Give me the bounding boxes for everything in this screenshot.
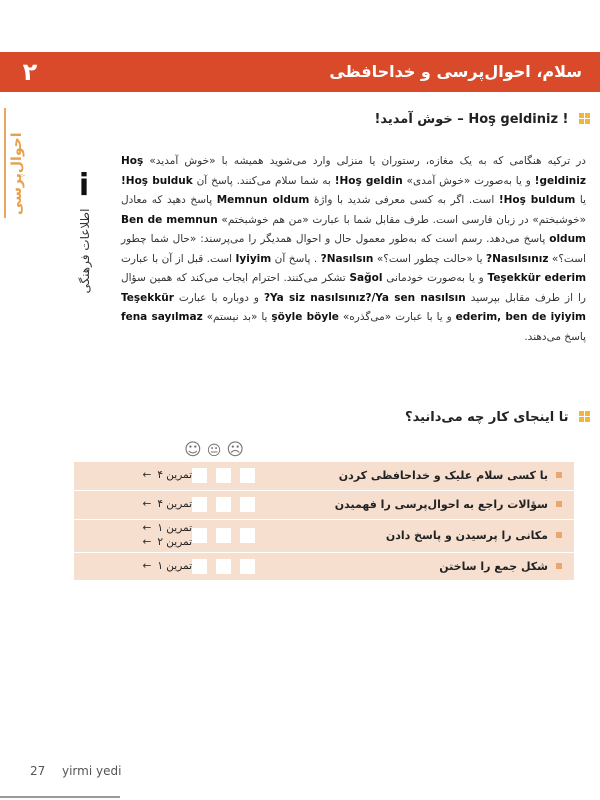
- orange-squares-icon: [579, 411, 590, 422]
- table-row: [74, 491, 574, 520]
- section-title-welcome: [374, 112, 590, 127]
- page-number: 27: [30, 764, 46, 778]
- rating-checkbox-neutral[interactable]: [216, 468, 231, 483]
- row-text: [439, 553, 562, 581]
- exercise-ref-label: تمرین ۱: [157, 522, 192, 534]
- bullet-square-icon: [556, 472, 562, 478]
- turkish-phrase: şöyle böyle: [271, 311, 339, 323]
- turkish-phrase: Iyiyim: [235, 252, 272, 265]
- rating-checkbox-neutral[interactable]: [216, 497, 231, 512]
- page-number-word: yirmi yedi: [62, 764, 122, 778]
- paragraph-text: به شما سلام می‌کنند. پاسخ آن: [192, 174, 331, 187]
- paragraph-text: پاسخ می‌دهند.: [524, 330, 586, 343]
- happy-face-icon: ☺: [184, 440, 207, 460]
- rating-checkbox-sad[interactable]: [240, 528, 255, 543]
- rating-boxes: [192, 497, 272, 513]
- paragraph-text: یا: [575, 194, 587, 206]
- turkish-phrase: fena sayılmaz: [121, 311, 203, 323]
- section-title-self-check: [405, 410, 590, 425]
- table-row: [74, 520, 574, 553]
- row-text: [335, 491, 562, 519]
- cultural-info-label: اطلاعات فرهنگی: [78, 208, 92, 294]
- turkish-phrase: Teşekkür ederim: [487, 272, 587, 284]
- turkish-phrase: Ben de memnun oldum: [121, 213, 586, 245]
- exercise-ref-label: تمرین ۱: [157, 560, 192, 572]
- paragraph-text: . پاسخ آن: [271, 252, 318, 265]
- row-label: شکل جمع را ساختن: [439, 560, 548, 573]
- chapter-header: [0, 52, 600, 92]
- turkish-phrase: Hoş geldiniz!: [121, 155, 586, 187]
- turkish-phrase: Teşekkür ederim, ben de iyiyim: [121, 291, 586, 323]
- sad-face-icon: ☹: [226, 440, 250, 460]
- bullet-square-icon: [556, 563, 562, 569]
- neutral-face-icon: 😐: [206, 443, 227, 459]
- orange-squares-icon: [579, 113, 590, 124]
- row-label: سؤالات راجع به احوال‌پرسی را فهمیدن: [334, 498, 548, 511]
- paragraph-text: پاسخ می‌دهد. رسم است که به‌طور معمول حال و احوال همدیگر را می‌پرسند: «حال شما چطور است؟»: [121, 233, 586, 265]
- table-row: [74, 462, 574, 491]
- footer-divider: [0, 796, 120, 798]
- paragraph-text: و یا به‌صورت خودمانی: [382, 272, 484, 284]
- rating-checkbox-happy[interactable]: [192, 528, 207, 543]
- self-assessment-faces: [184, 440, 264, 460]
- bullet-square-icon: [556, 501, 562, 507]
- turkish-phrase: Hoş bulduk!: [121, 174, 193, 187]
- rating-checkbox-sad[interactable]: [240, 497, 255, 512]
- arrow-left-icon: ←: [142, 522, 152, 534]
- paragraph-text: یا «حالت چطور است؟»: [373, 252, 483, 265]
- exercise-ref: [82, 522, 192, 535]
- row-label: با کسی سلام علیک و خداحافظی کردن: [338, 469, 548, 482]
- rating-checkbox-happy[interactable]: [192, 497, 207, 512]
- cultural-info-box: [68, 168, 100, 308]
- rating-checkbox-happy[interactable]: [192, 468, 207, 483]
- paragraph-text: و یا با عبارت «می‌گذره»: [338, 311, 452, 323]
- rating-checkbox-sad[interactable]: [240, 468, 255, 483]
- turkish-phrase: Nasılsın?: [320, 252, 374, 265]
- turkish-phrase: Ya siz nasılsınız?/Ya sen nasılsın?: [263, 291, 466, 304]
- exercise-ref-label: تمرین ۴: [157, 469, 192, 481]
- row-label: مکانی را پرسیدن و پاسخ دادن: [385, 529, 548, 542]
- turkish-phrase: Memnun oldum: [216, 194, 310, 206]
- row-text: [339, 462, 562, 490]
- side-decorative-art: [4, 108, 34, 218]
- rating-boxes: [192, 559, 272, 575]
- paragraph-text: تشکر می‌کنند. احترام ایجاب می‌کند که همین سؤال را از طرف مقابل بپرسید: [121, 272, 586, 304]
- turkish-phrase: Sağol: [349, 272, 383, 284]
- paragraph-text: و یا به‌صورت «خوش آمدی»: [402, 174, 531, 187]
- table-row: [74, 553, 574, 581]
- side-art-text: احوال‌پرسی: [9, 132, 25, 215]
- chapter-title: سلام، احوال‌پرسی و خداحافظی: [329, 62, 582, 81]
- turkish-phrase: Hoş buldum!: [498, 194, 576, 206]
- rating-checkbox-sad[interactable]: [240, 559, 255, 574]
- arrow-left-icon: ←: [142, 498, 152, 510]
- section-title-persian: – خوش آمدید!: [374, 112, 464, 127]
- rating-checkbox-neutral[interactable]: [216, 528, 231, 543]
- info-icon: i: [78, 168, 90, 203]
- row-text: [386, 520, 562, 552]
- rating-boxes: [192, 468, 272, 484]
- exercise-ref-label: تمرین ۲: [157, 536, 192, 548]
- arrow-left-icon: ←: [142, 560, 152, 572]
- paragraph-text: یا «بد نیستم»: [202, 311, 268, 323]
- rating-boxes: [192, 528, 272, 544]
- turkish-phrase: Hoş geldin!: [334, 174, 403, 187]
- chapter-number: ۲: [22, 58, 38, 86]
- welcome-paragraph: [121, 152, 586, 347]
- arrow-left-icon: ←: [142, 536, 152, 548]
- paragraph-text: پاسخ دهید که معادل «خوشبختم» در زبان فارسی است. طرف مقابل شما با عبارت «من هم خوشبختم»: [121, 194, 586, 226]
- exercise-ref: [82, 498, 192, 511]
- exercise-ref: [82, 560, 192, 573]
- section2-title: تا اینجای کار چه می‌دانید؟: [405, 410, 569, 425]
- paragraph-text: است. قبل از آن با عبارت: [121, 252, 233, 265]
- self-check-table: [74, 462, 574, 580]
- paragraph-text: در ترکیه هنگامی که به یک مغازه، رستوران یا منزلی وارد می‌شوید همیشه با «خوش آمدید»: [149, 155, 586, 167]
- exercise-ref: [82, 536, 192, 549]
- arrow-left-icon: ←: [142, 469, 152, 481]
- bullet-square-icon: [556, 532, 562, 538]
- rating-checkbox-happy[interactable]: [192, 559, 207, 574]
- paragraph-text: است. اگر به کسی معرفی شدید با واژهٔ: [309, 194, 495, 206]
- exercise-ref: [82, 469, 192, 482]
- turkish-phrase: Nasılsınız?: [486, 252, 549, 265]
- rating-checkbox-neutral[interactable]: [216, 559, 231, 574]
- paragraph-text: و دوباره با عبارت: [173, 291, 259, 304]
- section-title-turkish: Hoş geldiniz !: [468, 112, 569, 127]
- exercise-ref-label: تمرین ۴: [157, 498, 192, 510]
